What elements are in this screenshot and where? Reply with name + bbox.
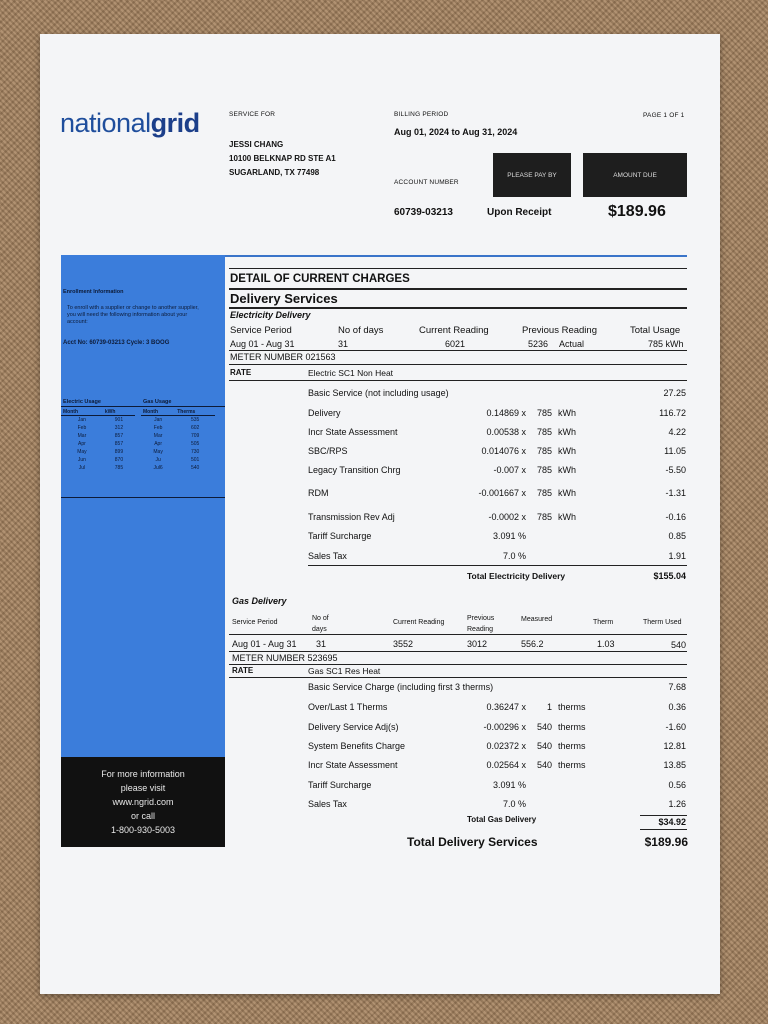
electric-line-amount: 116.72 [659, 408, 686, 418]
gas-header-used: Therm Used [643, 619, 682, 626]
gas-usage-row [141, 416, 215, 424]
amount-due: $189.96 [608, 203, 666, 220]
electric-line-qty: 785 [536, 408, 552, 418]
electric-usage-value: 899 [114, 448, 124, 455]
gas-line-rate: 0.02372 x [486, 741, 526, 751]
electric-line-desc: Incr State Assessment [308, 427, 398, 437]
gas-therm: 1.03 [597, 639, 615, 649]
detail-rule [229, 288, 687, 290]
gas-usage-value: 505 [190, 440, 200, 447]
acct-line: Acct No: 60739-03213 Cycle: 3 BOOG [63, 340, 170, 346]
electric-line-unit: kWh [558, 465, 576, 475]
electric-line-amount: 11.05 [664, 446, 686, 456]
electric-line-desc: Delivery [308, 408, 341, 418]
sidebar-panel [61, 255, 225, 757]
electric-col-kwh: kWh [103, 409, 135, 416]
address-line2: SUGARLAND, TX 77498 [229, 168, 320, 177]
electric-usage-month: Apr [78, 440, 86, 447]
electric-line-desc: RDM [308, 488, 329, 498]
electric-line-unit: kWh [558, 427, 576, 437]
gas-usage-month: Mar [153, 432, 163, 439]
gas-line-qty: 540 [536, 722, 552, 732]
electric-line-qty: 785 [536, 512, 552, 522]
gas-line-desc: System Benefits Charge [308, 741, 406, 751]
gas-header-therm: Therm [593, 619, 614, 626]
electric-title: Electricity Delivery [230, 310, 311, 320]
gas-usage-month: May [153, 448, 163, 455]
gas-usage-month: Apr [154, 440, 162, 447]
billing-period-label: BILLING PERIOD [394, 111, 449, 118]
detail-title: DETAIL OF CURRENT CHARGES [230, 273, 410, 285]
electric-line-desc: SBC/RPS [308, 446, 348, 456]
please-pay-by-label: PLEASE PAY BY [507, 171, 557, 179]
gas-line-amount: 12.81 [663, 741, 686, 751]
gas-col-therms: Therms [175, 409, 215, 416]
gas-line-rate: 0.36247 x [486, 702, 526, 712]
section-rule [229, 307, 687, 309]
electric-usage-value: 857 [114, 440, 124, 447]
page-number: PAGE 1 OF 1 [643, 112, 685, 119]
bill-page [40, 34, 720, 994]
gas-line-qty: 540 [536, 760, 552, 770]
electric-usage-value: 785 [114, 464, 124, 471]
gas-usage-value: 535 [190, 416, 200, 423]
contact-box [61, 757, 225, 847]
electric-line-desc: Transmission Rev Adj [308, 512, 395, 522]
gas-line-amount: 0.56 [668, 780, 686, 790]
gas-rate-label: RATE [232, 666, 254, 675]
electric-header-previous: Previous Reading [522, 325, 597, 336]
electric-line-desc: Legacy Transition Chrg [308, 465, 401, 475]
gas-usage-row [141, 448, 215, 456]
gas-measured: 556.2 [521, 639, 544, 649]
gas-line-amount: 7.68 [668, 682, 686, 692]
amount-due-label: AMOUNT DUE [613, 171, 657, 179]
please-pay-by-box [493, 153, 571, 197]
gas-line-qty: 1 [546, 702, 552, 712]
electric-period: Aug 01 - Aug 31 [230, 339, 295, 349]
electric-line-rate: -0.007 x [493, 465, 526, 475]
logo-bold: grid [150, 108, 200, 138]
gas-line-unit: therms [558, 760, 586, 770]
electric-line-rate: 7.0 % [502, 551, 526, 561]
electric-usage-table [61, 409, 135, 472]
grand-total: $189.96 [644, 835, 688, 849]
amount-due-box [583, 153, 687, 197]
usage-top-rule [61, 406, 225, 407]
billing-period: Aug 01, 2024 to Aug 31, 2024 [394, 127, 518, 137]
customer-name: JESSI CHANG [229, 140, 284, 149]
electric-line-desc: Basic Service (not including usage) [308, 388, 449, 398]
electric-header-days: No of days [338, 325, 384, 336]
electric-usage-value: 857 [114, 432, 124, 439]
address-line1: 10100 BELKNAP RD STE A1 [229, 154, 336, 163]
gas-total-rule-top [640, 815, 687, 816]
electric-usage-month: Mar [77, 432, 87, 439]
account-number: 60739-03213 [394, 207, 453, 218]
electric-line-amount: -1.31 [665, 488, 686, 498]
gas-usage-row [141, 432, 215, 440]
logo-light: national [60, 108, 151, 138]
gas-line-unit: therms [558, 722, 586, 732]
electric-line-rate: 3.091 % [492, 531, 526, 541]
gas-rate-rule [229, 677, 687, 678]
gas-title: Gas Delivery [232, 596, 287, 606]
electric-line-desc: Tariff Surcharge [308, 531, 372, 541]
electric-usage-row [61, 456, 135, 464]
electric-header-period: Service Period [230, 325, 292, 336]
electric-line-unit: kWh [558, 446, 576, 456]
electric-usage-row [61, 464, 135, 472]
contact-line-2: please visit [120, 783, 166, 793]
gas-row-rule [229, 651, 687, 652]
gas-usage-table [141, 409, 215, 472]
gas-usage-row [141, 424, 215, 432]
electric-header-current: Current Reading [419, 325, 489, 336]
electric-usage-row [61, 448, 135, 456]
gas-usage-value: 540 [190, 464, 200, 471]
electric-header-usage: Total Usage [630, 325, 681, 336]
gas-usage-month: Feb [153, 424, 163, 431]
enrollment-title: Enrollment Information [63, 289, 124, 295]
gas-header-days: No of days [312, 615, 329, 633]
gas-usage-row [141, 464, 215, 472]
electric-line-amount: 1.91 [668, 551, 686, 561]
gas-line-amount: 13.85 [663, 760, 686, 770]
electric-line-rate: 0.014076 x [481, 446, 526, 456]
electric-rate: Electric SC1 Non Heat [308, 368, 394, 378]
gas-line-unit: therms [558, 741, 586, 751]
electric-line-desc: Sales Tax [308, 551, 347, 561]
gas-header-rule [229, 634, 687, 635]
electric-line-rate: -0.001667 x [478, 488, 526, 498]
gas-line-rate: -0.00296 x [483, 722, 526, 732]
gas-header-measured: Measured [521, 616, 553, 623]
gas-usage-value: 602 [190, 424, 200, 431]
electric-usage-row [61, 416, 135, 424]
gas-usage-value: 709 [190, 432, 200, 439]
gas-usage-row [141, 440, 215, 448]
electric-usage-month: Feb [77, 424, 87, 431]
gas-col-month: Month [141, 409, 175, 416]
electric-usage-value: 312 [114, 424, 124, 431]
electric-days: 31 [338, 339, 349, 349]
electric-line-amount: 27.25 [663, 388, 686, 398]
detail-rule-top [229, 268, 687, 269]
electric-current: 6021 [445, 339, 466, 349]
electric-line-amount: 0.85 [668, 531, 686, 541]
electric-line-qty: 785 [536, 427, 552, 437]
gas-usage-title: Gas Usage [143, 399, 172, 405]
gas-meter-rule [229, 664, 687, 665]
electric-usage-month: Jul [78, 464, 86, 471]
gas-line-desc: Incr State Assessment [308, 760, 398, 770]
gas-total-rule-bottom [640, 829, 687, 830]
account-number-label: ACCOUNT NUMBER [394, 179, 459, 186]
gas-header-current: Current Reading [393, 619, 445, 626]
gas-usage-month: Jan [154, 416, 163, 423]
gas-header-period: Service Period [232, 619, 278, 626]
gas-usage-row [141, 456, 215, 464]
electric-line-unit: kWh [558, 512, 576, 522]
gas-total: $34.92 [658, 817, 686, 827]
gas-meter: METER NUMBER 523695 [232, 653, 338, 663]
electric-rate-label: RATE [230, 368, 252, 377]
electric-previous-type: Actual [559, 339, 585, 349]
electric-line-rate: 0.00538 x [486, 427, 526, 437]
electric-total: $155.04 [653, 571, 686, 581]
electric-usage-row [61, 440, 135, 448]
electric-line-unit: kWh [558, 488, 576, 498]
gas-line-unit: therms [558, 702, 586, 712]
contact-line-1: For more information [101, 769, 185, 779]
electric-usage-row [61, 432, 135, 440]
gas-line-desc: Delivery Service Adj(s) [308, 722, 399, 732]
grand-total-label: Total Delivery Services [407, 835, 538, 849]
gas-line-desc: Tariff Surcharge [308, 780, 372, 790]
gas-line-rate: 3.091 % [492, 780, 526, 790]
gas-previous: 3012 [467, 639, 488, 649]
electric-rate-rule [229, 380, 687, 381]
gas-line-desc: Over/Last 1 Therms [308, 702, 388, 712]
electric-usage: 785 kWh [648, 339, 684, 349]
electric-col-month: Month [61, 409, 103, 416]
enrollment-text: To enroll with a supplier or change to another supplier, you will need the following information about your account: [67, 305, 199, 325]
please-pay-by: Upon Receipt [487, 207, 552, 218]
electric-total-label: Total Electricity Delivery [467, 571, 566, 581]
gas-header-previous: Previous Reading [467, 615, 495, 633]
electric-line-qty: 785 [536, 465, 552, 475]
electric-meter-rule [229, 364, 687, 365]
gas-line-qty: 540 [536, 741, 552, 751]
electric-line-unit: kWh [558, 408, 576, 418]
electric-usage-month: Jan [77, 416, 86, 423]
service-for-label: SERVICE FOR [229, 111, 276, 118]
electric-meter: METER NUMBER 021563 [230, 352, 336, 362]
contact-line-3: www.ngrid.com [112, 797, 174, 807]
gas-line-desc: Basic Service Charge (including first 3 therms) [308, 682, 494, 692]
contact-line-4: or call [130, 811, 155, 821]
electric-total-rule [308, 565, 687, 566]
electric-usage-value: 901 [114, 416, 124, 423]
electric-usage-value: 870 [114, 456, 124, 463]
gas-used: 540 [670, 640, 686, 650]
electric-line-qty: 785 [536, 488, 552, 498]
electric-usage-month: Jun [77, 456, 86, 463]
electric-line-rate: 0.14869 x [486, 408, 526, 418]
section-title: Delivery Services [230, 291, 338, 306]
gas-days: 31 [316, 639, 327, 649]
electric-line-qty: 785 [536, 446, 552, 456]
gas-line-amount: 0.36 [668, 702, 686, 712]
electric-usage-month: May [77, 448, 87, 455]
electric-header-rule [229, 350, 687, 351]
gas-usage-month: Ju [155, 456, 161, 463]
gas-line-desc: Sales Tax [308, 799, 347, 809]
contact-line-5: 1-800-930-5003 [110, 825, 176, 835]
gas-usage-value: 730 [190, 448, 200, 455]
gas-rate: Gas SC1 Res Heat [308, 666, 381, 676]
electric-previous: 5236 [528, 339, 549, 349]
electric-line-rate: -0.0002 x [488, 512, 526, 522]
gas-total-label: Total Gas Delivery [467, 815, 537, 824]
gas-usage-month: Jul6 [153, 464, 163, 471]
gas-line-amount: -1.60 [665, 722, 686, 732]
gas-current: 3552 [393, 639, 414, 649]
gas-line-rate: 0.02564 x [486, 760, 526, 770]
electric-line-amount: 4.22 [668, 427, 686, 437]
electric-usage-row [61, 424, 135, 432]
electric-line-amount: -5.50 [665, 465, 686, 475]
gas-line-amount: 1.26 [668, 799, 686, 809]
electric-line-amount: -0.16 [665, 512, 686, 522]
gas-period: Aug 01 - Aug 31 [232, 639, 297, 649]
nationalgrid-logo [60, 108, 200, 139]
electric-usage-title: Electric Usage [63, 399, 101, 405]
gas-usage-value: 501 [190, 456, 200, 463]
gas-line-rate: 7.0 % [502, 799, 526, 809]
usage-bottom-rule [61, 497, 225, 498]
